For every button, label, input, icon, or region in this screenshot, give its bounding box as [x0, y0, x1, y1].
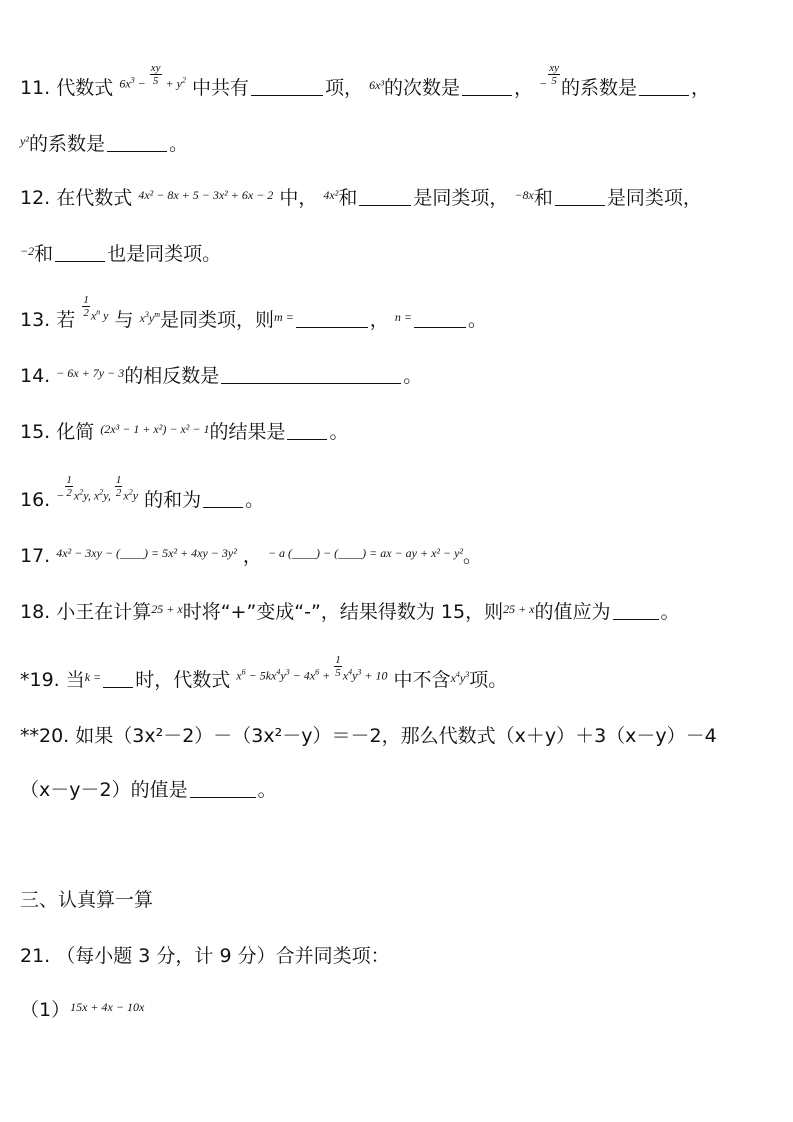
q11-term-6x3: 6x³: [369, 77, 385, 92]
q19-expression: $x^6 - 5kx^4y^3 - 4x^6$ + $\frac{1}{5}$ $x^4y^3 + 10$: [236, 654, 388, 683]
question-17: 17. 4x² − 3xy − (____) = 5x² + 4xy − 3y² ， − a (____) − (____) = ax − ay + x² − y²。: [20, 545, 483, 567]
q19-blank[interactable]: [103, 686, 133, 688]
question-12-cont: −2和 也是同类项。: [20, 243, 222, 265]
q13-blank-m[interactable]: [296, 326, 368, 328]
q13-term-1: $\frac{1}{2}$ $x^n$ y: [83, 294, 109, 323]
section-3-title: 三、认真算一算: [20, 889, 154, 911]
q16-expression: − $\frac{1}{2}$ $x^2y$, $x^2y$, $\frac{1}{2}$ $x^2y$: [56, 474, 139, 503]
question-21: 21. （每小题 3 分，计 9 分）合并同类项：: [20, 945, 390, 967]
q11-term-xy5: − $\frac{xy}{5}$: [539, 62, 559, 91]
q11-blank-4[interactable]: [107, 150, 167, 152]
q21-item-1-expression: 15x + 4x − 10x: [70, 999, 145, 1014]
q20-blank[interactable]: [190, 796, 256, 798]
q18-blank[interactable]: [613, 618, 659, 620]
q12-blank-1[interactable]: [359, 204, 411, 206]
q17-expression-1: 4x² − 3xy − (____) = 5x² + 4xy − 3y²: [56, 545, 237, 560]
question-18: 18. 小王在计算25 + x时将“+”变成“-”，结果得数为 15，则25 + x的值应为 。: [20, 601, 680, 623]
q11-blank-3[interactable]: [639, 94, 689, 96]
q14-blank[interactable]: [221, 382, 401, 384]
question-15: 15. 化简 (2x³ − 1 + x²) − x² − 1的结果是 。: [20, 421, 349, 443]
q13-blank-n[interactable]: [414, 326, 466, 328]
question-20-cont: （x－y－2）的值是 。: [20, 779, 277, 801]
q11-blank-1[interactable]: [251, 94, 323, 96]
q14-expression: − 6x + 7y − 3: [56, 365, 125, 380]
question-11: 11. 代数式 $6x^3$ − $\frac{xy}{5}$ + $y^2$ 中共有 项， 6x³的次数是 ， − $\frac{xy}{5}$ 的系数是 ，: [20, 62, 710, 99]
question-21-item-1: （1）15x + 4x − 10x: [20, 999, 145, 1021]
question-19: *19. 当k = 时，代数式 $x^6 - 5kx^4y^3 - 4x^6$ + $\frac{1}{5}$ $x^4y^3 + 10$ 中不含$x^4y^3$项。: [20, 654, 508, 691]
q12-expression: 4x² − 8x + 5 − 3x² + 6x − 2: [138, 187, 274, 202]
q13-term-2: $x^3y^m$: [139, 310, 161, 325]
question-14: 14. − 6x + 7y − 3的相反数是 。: [20, 365, 423, 387]
q11-term-y2: y²: [20, 133, 29, 148]
q16-blank[interactable]: [203, 506, 243, 508]
question-11-cont: y²的系数是 。: [20, 133, 188, 155]
q19-term: $x^4y^3$: [450, 670, 470, 685]
q15-blank[interactable]: [287, 438, 327, 440]
question-13: 13. 若 $\frac{1}{2}$ $x^n$ y 与 $x^3y^m$是同类项，则m = ， n = 。: [20, 294, 487, 331]
question-20: **20. 如果（3x²－2）－（3x²－y）＝－2，那么代数式（x＋y）＋3（x－y）－4: [20, 725, 717, 747]
question-16: 16. − $\frac{1}{2}$ $x^2y$, $x^2y$, $\frac{1}{2}$ $x^2y$ 的和为 。: [20, 474, 265, 511]
question-12: 12. 在代数式 4x² − 8x + 5 − 3x² + 6x − 2 中， 4x²和 是同类项， −8x和 是同类项，: [20, 187, 702, 209]
q17-expression-2: − a (____) − (____) = ax − ay + x² − y²: [267, 545, 464, 560]
q11-blank-2[interactable]: [462, 94, 512, 96]
q12-blank-2[interactable]: [555, 204, 605, 206]
q12-blank-3[interactable]: [55, 260, 105, 262]
q15-expression: (2x³ − 1 + x²) − x² − 1: [100, 421, 210, 436]
q11-expression: $6x^3$ − $\frac{xy}{5}$ + $y^2$: [119, 62, 186, 91]
